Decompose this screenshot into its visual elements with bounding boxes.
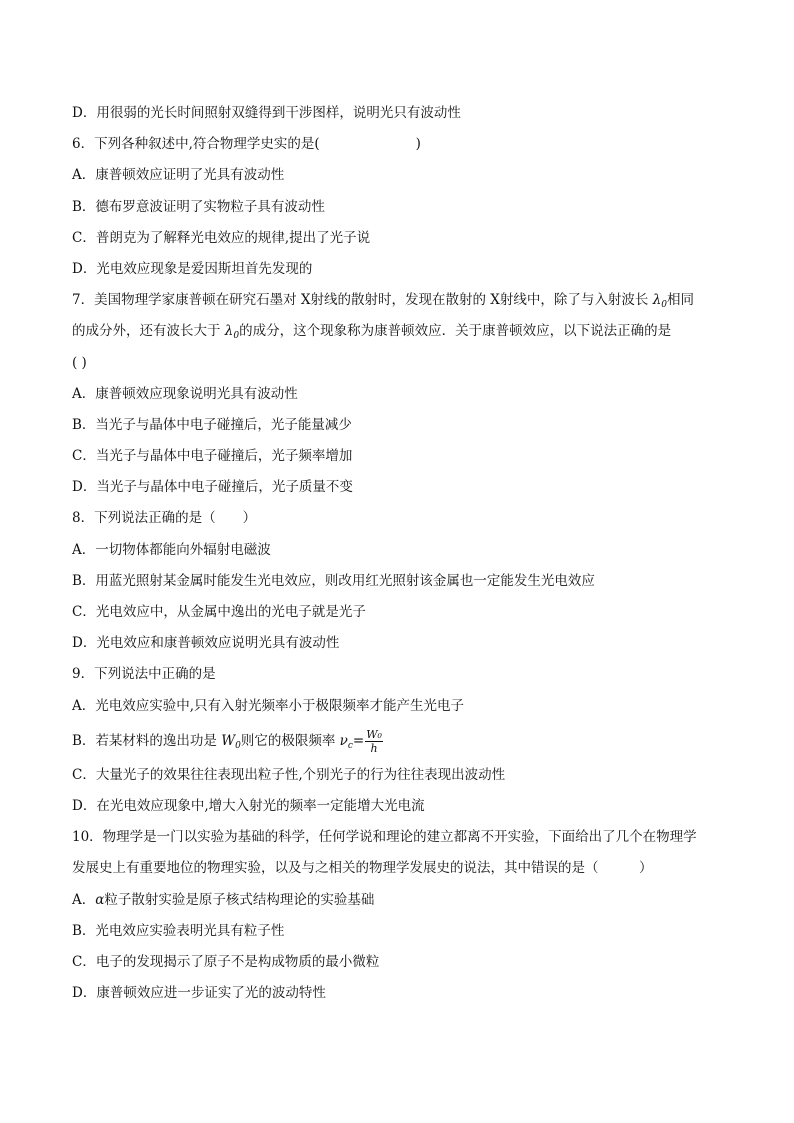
q6-stem-close: ) xyxy=(415,136,421,153)
q7-option-a: A．康普顿效应现象说明光具有波动性 xyxy=(72,385,298,402)
q7-option-c: C．当光子与晶体中电子碰撞后，光子频率增加 xyxy=(72,448,353,465)
q8-stem: 8．下列说法正确的是（ ） xyxy=(72,510,257,527)
q6-stem-text: 6．下列各种叙述中,符合物理学史实的是( xyxy=(72,136,320,153)
q7-stem-text2-end: 的成分，这个现象称为康普顿效应．关于康普顿效应，以下说法正确的是 xyxy=(239,323,672,340)
q5-option-d: D．用很弱的光长时间照射双缝得到干涉图样，说明光只有波动性 xyxy=(72,105,461,121)
q7-option-b: B．当光子与晶体中电子碰撞后，光子能量减少 xyxy=(72,416,352,433)
q9-option-c: C．大量光子的效果往往表现出粒子性,个别光子的行为往往表现出波动性 xyxy=(72,766,506,783)
q6-option-a: A．康普顿效应证明了光具有波动性 xyxy=(72,167,285,184)
fraction-denominator: h xyxy=(370,741,378,755)
lambda-symbol: λ xyxy=(224,323,234,340)
q9-option-d: D．在光电效应现象中,增大入射光的频率一定能增大光电流 xyxy=(72,797,425,814)
q10-option-c: C．电子的发现揭示了原子不是构成物质的最小微粒 xyxy=(72,953,380,970)
q6-option-c: C．普朗克为了解释光电效应的规律,提出了光子说 xyxy=(72,229,371,246)
nu-subscript: c xyxy=(347,740,353,751)
work-function-symbol: W xyxy=(221,732,236,749)
q10-option-d: D．康普顿效应进一步证实了光的波动特性 xyxy=(72,985,326,1002)
lambda-subscript: 0 xyxy=(233,331,240,342)
q10-option-b: B．光电效应实验表明光具有粒子性 xyxy=(72,922,285,939)
q6-option-d: D．光电效应现象是爱因斯坦首先发现的 xyxy=(72,260,313,277)
q9-option-b-text: B．若某材料的逸出功是 xyxy=(72,732,222,749)
fraction xyxy=(365,728,383,755)
q9-option-a: A．光电效应实验中,只有入射光频率小于极限频率才能产生光电子 xyxy=(72,697,465,714)
q6-stem xyxy=(72,129,722,160)
work-function-subscript: 0 xyxy=(235,740,241,751)
equals-sign: = xyxy=(352,732,365,749)
q8-option-d: D．光电效应和康普顿效应说明光具有波动性 xyxy=(72,635,340,652)
exam-page xyxy=(72,98,722,1009)
fraction-numerator: W₀ xyxy=(366,727,382,741)
q8-option-c: C．光电效应中，从金属中逸出的光电子就是光子 xyxy=(72,604,366,620)
q8-option-a: A．一切物体都能向外辐射电磁波 xyxy=(72,541,271,558)
q10-option-a-label: A． xyxy=(72,891,96,908)
q7-stem-line3: ( ) xyxy=(72,354,87,371)
q7-stem-line1 xyxy=(72,285,722,316)
lambda-subscript: 0 xyxy=(661,300,667,311)
alpha-symbol: α xyxy=(95,891,105,908)
lambda-symbol: λ xyxy=(652,292,662,309)
q9-option-b xyxy=(72,722,722,760)
q10-stem-line1: 10．物理学是一门以实验为基础的科学，任何学说和理论的建立都离不开实验，下面给出了几个在物理学 xyxy=(72,829,697,846)
q7-option-d: D．当光子与晶体中电子碰撞后，光子质量不变 xyxy=(72,479,353,496)
q7-stem-line2 xyxy=(72,316,722,347)
q8-option-b: B．用蓝光照射某金属时能发生光电效应，则改用红光照射该金属也一定能发生光电效应 xyxy=(72,572,595,589)
q10-option-a-text: 粒子散射实验是原子核式结构理论的实验基础 xyxy=(104,891,375,908)
q6-option-b: B．德布罗意波证明了实物粒子具有波动性 xyxy=(72,198,325,215)
q7-stem-text: 7．美国物理学家康普顿在研究石墨对 X射线的散射时，发现在散射的 X射线中，除了与入射波长 xyxy=(72,292,653,309)
q7-stem-text2: 的成分外，还有波长大于 xyxy=(72,323,225,340)
q7-stem-text-end: 相同 xyxy=(666,292,694,309)
nu-symbol: ν xyxy=(339,732,348,749)
q10-stem-line2: 发展史上有重要地位的物理实验，以及与之相关的物理学发展史的说法，其中错误的是（ ） xyxy=(72,860,653,877)
q9-stem: 9．下列说法中正确的是 xyxy=(72,666,216,683)
q9-option-b-text-mid: 则它的极限频率 xyxy=(240,732,340,749)
q10-option-a xyxy=(72,885,722,916)
